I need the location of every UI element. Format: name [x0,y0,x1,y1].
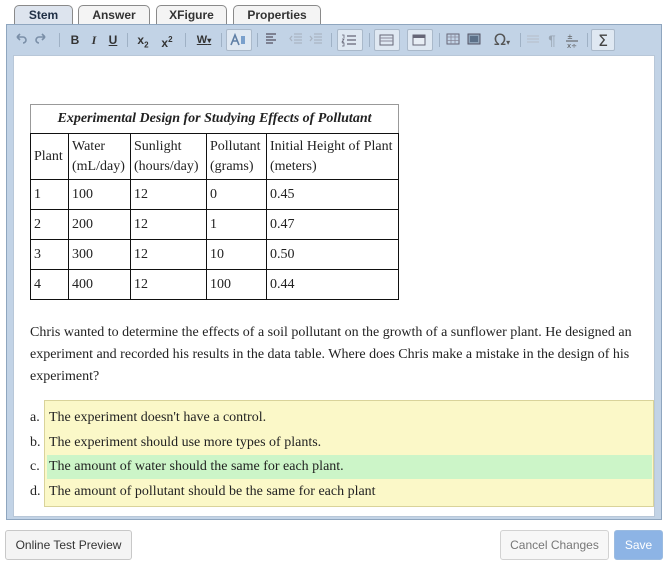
cancel-changes-button[interactable]: Cancel Changes [500,530,609,560]
header-line2: (mL/day) [72,158,125,174]
choice-text: The experiment should use more types of plants. [49,435,322,450]
chevron-down-icon: ▾ [506,38,511,47]
toolbar-separator [520,33,521,47]
table-cell: 0.44 [267,270,399,300]
choice-letter: c. [30,459,40,474]
header-line1: Sunlight [134,138,182,154]
tab-answer[interactable]: Answer [78,5,150,25]
header-line1: Initial Height of Plant [270,138,393,154]
editor-content[interactable] [13,55,655,517]
table-row [31,210,399,240]
choice-text: The amount of water should the same for each plant. [47,455,652,479]
choice-text: The experiment doesn't have a control. [49,410,267,425]
table-cell: 12 [131,240,207,270]
horizontal-rule-icon[interactable] [524,29,542,51]
subscript-button[interactable] [133,29,153,51]
table-row [31,180,399,210]
svg-text:±: ± [567,33,573,41]
toolbar-separator [185,33,186,47]
choice-letter: d. [30,484,41,499]
header-line2: (grams) [210,158,254,174]
table-cell: 12 [131,210,207,240]
tab-properties[interactable]: Properties [233,5,321,25]
superscript-label: x [161,36,169,50]
table-row [31,270,399,300]
bold-button[interactable]: B [70,33,80,47]
indent-icon[interactable] [307,29,325,51]
toolbar-separator [221,33,222,47]
header-line1: Water [72,138,106,154]
rich-text-editor [6,24,662,520]
table-header-cell [69,134,131,180]
table-cell: 1 [207,210,267,240]
fraction-icon[interactable] [562,29,582,51]
align-left-icon[interactable] [262,29,284,51]
toolbar-separator [59,33,60,47]
table-cell: 10 [207,240,267,270]
toolbar-separator [439,33,440,47]
table-cell: 200 [69,210,131,240]
header-line1: Plant [34,148,63,164]
table-header-cell [131,134,207,180]
save-button[interactable]: Save [614,530,663,560]
tab-stem[interactable]: Stem [14,5,73,25]
font-color-label: W [196,34,208,46]
table-cell: 0.45 [267,180,399,210]
table-cell: 1 [31,180,69,210]
superscript-button[interactable] [157,29,177,51]
table-header-row [31,134,399,180]
redo-icon[interactable] [33,29,49,51]
answer-choice-d[interactable] [30,480,654,504]
paragraph-marks-icon[interactable]: ¶ [548,32,556,48]
numbered-list-icon[interactable] [337,29,363,51]
header-line2: (meters) [270,158,317,174]
question-text: Chris wanted to determine the effects of a soil pollutant on the growth of a sunflower plant. He designed an experiment and recorded his results in the data table. Where does Chris make a mistake in the design of his experiment? [30,325,632,384]
omega-icon: Ω [493,30,507,49]
insert-block-icon[interactable] [407,29,433,51]
insert-table-icon[interactable] [444,29,462,51]
italic-button[interactable]: I [91,33,97,47]
table-cell: 12 [131,270,207,300]
table-header-cell [207,134,267,180]
answer-choice-c[interactable] [30,455,654,479]
svg-text:x÷: x÷ [567,42,578,50]
table-cell: 400 [69,270,131,300]
toolbar-separator [369,33,370,47]
table-cell: 4 [31,270,69,300]
superscript-mark: 2 [168,35,173,44]
table-format-icon[interactable] [374,29,400,51]
table-cell: 0.50 [267,240,399,270]
tab-xfigure[interactable]: XFigure [156,5,227,25]
subscript-label: x [137,33,145,47]
table-cell: 2 [31,210,69,240]
data-table [30,104,399,300]
table-caption: Experimental Design for Studying Effects of Pollutant [31,105,399,134]
toolbar-separator [587,33,588,47]
table-header-cell [31,134,69,180]
table-cell: 0.47 [267,210,399,240]
toolbar-separator [127,33,128,47]
table-cell: 12 [131,180,207,210]
toolbar-separator [331,33,332,47]
header-line2: (hours/day) [134,158,199,174]
table-cell: 300 [69,240,131,270]
table-cell: 0 [207,180,267,210]
editor-toolbar [7,25,661,55]
answer-choice-a[interactable] [30,406,654,430]
toolbar-separator [257,33,258,47]
highlight-color-button[interactable] [226,29,252,51]
choice-letter: b. [30,435,41,450]
table-cell: 100 [69,180,131,210]
header-line1: Pollutant [210,138,261,154]
subscript-mark: 2 [144,40,149,50]
underline-button[interactable]: U [108,33,118,47]
table-header-cell [267,134,399,180]
answer-choice-b[interactable] [30,431,654,455]
table-row [31,240,399,270]
table-caption-row [31,105,399,134]
chevron-down-icon: ▾ [207,36,212,45]
insert-image-icon[interactable] [465,29,483,51]
table-cell: 100 [207,270,267,300]
formula-sigma-button[interactable]: Σ [591,29,615,51]
choice-text: The amount of pollutant should be the same for each plant [49,484,376,499]
choice-letter: a. [30,410,40,425]
undo-icon[interactable] [13,29,29,51]
table-cell: 3 [31,240,69,270]
font-color-button[interactable] [191,29,217,51]
outdent-icon[interactable] [287,29,305,51]
online-test-preview-button[interactable]: Online Test Preview [5,530,132,560]
special-character-button[interactable] [487,29,517,51]
